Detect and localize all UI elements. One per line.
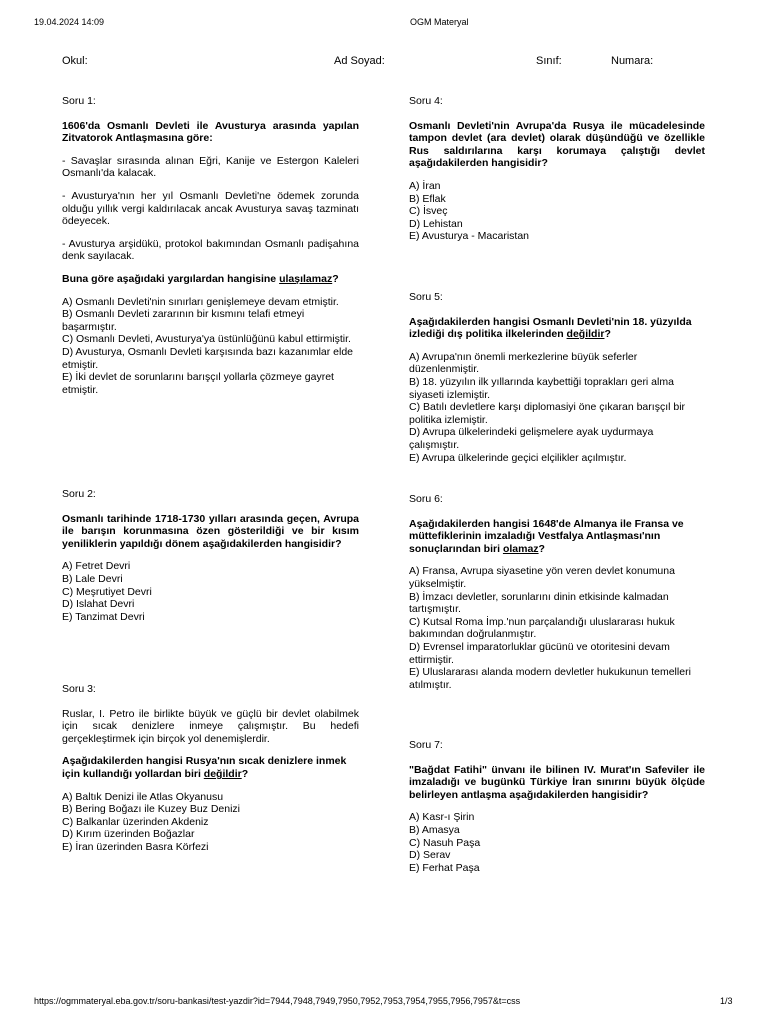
negative-keyword: ulaşılamaz xyxy=(279,272,333,285)
option-a[interactable]: A) Baltık Denizi ile Atlas Okyanusu xyxy=(62,790,224,803)
print-datetime: 19.04.2024 14:09 xyxy=(34,17,105,27)
question-number: Soru 5: xyxy=(409,291,443,303)
class-label: Sınıf: xyxy=(536,55,562,67)
question-3 xyxy=(62,683,359,854)
option-d[interactable]: D) Avusturya, Osmanlı Devleti karşısında bazı kazanımlar elde etmiştir. xyxy=(62,345,354,371)
info-item: - Avusturya'nın her yıl Osmanlı Devleti'ne ödemek zorunda olduğu yıllık vergi kaldırılacak ancak Avusturya savaş tazminatı ödeyecek. xyxy=(62,189,359,228)
option-c[interactable]: C) İsveç xyxy=(409,205,448,218)
stem-text: Buna göre aşağıdaki yargılardan hangisine xyxy=(62,272,280,285)
page-number: 1/3 xyxy=(720,996,733,1006)
option-a[interactable]: A) Fransa, Avrupa siyasetine yön veren devlet konumuna yükselmiştir. xyxy=(409,565,675,590)
option-a[interactable]: A) Kasr-ı Şirin xyxy=(409,811,475,824)
question-number: Soru 2: xyxy=(62,488,96,500)
option-d[interactable]: D) Islahat Devri xyxy=(62,598,135,611)
option-b[interactable]: B) Bering Boğazı ile Kuzey Buz Denizi xyxy=(62,803,241,816)
stem-text: Aşağıdakilerden hangisi 1648'de Almanya ile Fransa ve müttefiklerinin imzaladığı Vestfalya Antlaşması'nın sonuçlarından biri xyxy=(409,517,684,555)
question-5 xyxy=(409,291,705,464)
option-e[interactable]: E) İran üzerinden Basra Körfezi xyxy=(62,840,209,853)
negative-keyword: değildir xyxy=(203,767,242,780)
options-list xyxy=(62,296,359,397)
option-d[interactable]: D) Avrupa ülkelerindeki gelişmelere ayak uydurmaya çalışmıştır. xyxy=(409,426,654,451)
option-d[interactable]: D) Kırım üzerinden Boğazlar xyxy=(62,828,195,841)
question-stem: "Bağdat Fatihi" ünvanı ile bilinen IV. Murat'ın Safeviler ile imzaladığı ve bugünkü Türkiye İran sınırını büyük ölçüde belirleyen antlaşma aşağıdakilerden hangisidir? xyxy=(409,763,705,801)
options-list xyxy=(409,351,705,464)
stem-end: ? xyxy=(538,542,545,555)
name-label: Ad Soyad: xyxy=(334,55,385,67)
options-list xyxy=(409,180,705,243)
question-number: Soru 6: xyxy=(409,493,443,505)
stem-end: ? xyxy=(604,328,611,341)
negative-keyword: değildir xyxy=(566,328,605,341)
option-d[interactable]: D) Lehistan xyxy=(409,217,463,230)
question-6 xyxy=(409,493,705,691)
question-number: Soru 3: xyxy=(62,683,96,695)
stem-end: ? xyxy=(241,767,249,780)
options-list xyxy=(62,560,359,623)
option-a[interactable]: A) Avrupa'nın önemli merkezlerine büyük seferler düzenlenmiştir. xyxy=(409,350,638,376)
question-stem xyxy=(409,316,705,341)
question-stem xyxy=(409,518,705,556)
page-url: https://ogmmateryal.eba.gov.tr/soru-bankasi/test-yazdir?id=7944,7948,7949,7950,7952,7953,7954,7955,7956,7957&t=css xyxy=(34,996,521,1006)
option-b[interactable]: B) Osmanlı Devleti zararının bir kısmını telafi etmeyi başarmıştır. xyxy=(62,308,305,333)
option-b[interactable]: B) Amasya xyxy=(409,823,460,836)
info-item: - Savaşlar sırasında alınan Eğri, Kanije ve Estergon Kaleleri Osmanlı'da kalacak. xyxy=(62,154,359,180)
option-b[interactable]: B) 18. yüzyılın ilk yıllarında kaybettiği toprakları geri alma siyaseti izlemiştir. xyxy=(409,375,674,401)
school-label: Okul: xyxy=(62,55,88,67)
option-e[interactable]: E) Avrupa ülkelerinde geçici elçilikler açılmıştır. xyxy=(409,451,627,464)
option-c[interactable]: C) Kutsal Roma İmp.'nun parçalandığı uluslararası hukuk bakımından doğrulanmıştır. xyxy=(409,615,675,641)
negative-keyword: olamaz xyxy=(502,542,539,555)
info-item: - Avusturya arşidükü, protokol bakımından Osmanlı padişahına denk sayılacak. xyxy=(62,237,359,263)
stem-text: Aşağıdakilerden hangisi Osmanlı Devleti'nin 18. yüzyılda izlediği dış politika ilkelerinden xyxy=(409,315,692,341)
stem-end: ? xyxy=(332,272,339,285)
options-list xyxy=(62,791,359,854)
options-list xyxy=(409,811,705,874)
option-e[interactable]: E) Uluslararası alanda modern devletler hukukunun temelleri atılmıştır. xyxy=(409,666,691,691)
question-stem xyxy=(62,273,359,286)
question-1 xyxy=(62,95,359,396)
option-e[interactable]: E) Avusturya - Macaristan xyxy=(409,230,530,243)
option-c[interactable]: C) Nasuh Paşa xyxy=(409,836,481,849)
option-c[interactable]: C) Meşrutiyet Devri xyxy=(62,585,152,598)
number-label: Numara: xyxy=(611,55,654,67)
option-a[interactable]: A) İran xyxy=(409,179,441,192)
option-e[interactable]: E) İki devlet de sorunlarını barışçıl yollarla çözmeye gayret etmiştir. xyxy=(62,371,334,396)
option-d[interactable]: D) Serav xyxy=(409,849,451,862)
option-b[interactable]: B) Eflak xyxy=(409,192,446,205)
question-number: Soru 1: xyxy=(62,95,96,107)
question-stem: Osmanlı tarihinde 1718-1730 yılları arasında geçen, Avrupa ile barışın korunmasına özen gösterildiği ve bir kısım yeniliklerin yapıldığı dönem aşağıdakilerden hangisidir? xyxy=(62,512,359,550)
option-d[interactable]: D) Evrensel imparatorluklar gücünü ve otoritesini devam ettirmiştir. xyxy=(409,640,670,666)
option-e[interactable]: E) Tanzimat Devri xyxy=(62,610,145,623)
option-c[interactable]: C) Osmanlı Devleti, Avusturya'ya üstünlüğünü kabul ettirmiştir. xyxy=(62,333,351,346)
site-title: OGM Materyal xyxy=(410,17,469,27)
option-c[interactable]: C) Batılı devletlere karşı diplomasiyi öne çıkaran barışçıl bir politika izlemiştir. xyxy=(409,401,686,426)
question-2 xyxy=(62,488,359,623)
question-number: Soru 7: xyxy=(409,739,443,751)
question-intro: 1606'da Osmanlı Devleti ile Avusturya arasında yapılan Zitvatorok Antlaşmasına göre: xyxy=(62,119,359,145)
question-7 xyxy=(409,739,705,874)
stem-text: Aşağıdakilerden hangisi Rusya'nın sıcak denizlere inmek için kullandığı yollardan biri xyxy=(62,755,347,780)
question-intro: Ruslar, I. Petro ile birlikte büyük ve güçlü bir devlet olabilmek için sıcak denizlere inmeye çalışmıştır. Bu hedefi gerçekleştirmek için birçok yol denemişlerdir. xyxy=(62,707,359,745)
option-b[interactable]: B) Lale Devri xyxy=(62,572,123,585)
question-stem xyxy=(62,755,359,780)
option-e[interactable]: E) Ferhat Paşa xyxy=(409,861,480,874)
options-list xyxy=(409,565,705,691)
option-b[interactable]: B) İmzacı devletler, sorunlarını dinin etkisinde kalmadan tartışmıştır. xyxy=(409,590,669,616)
question-stem: Osmanlı Devleti'nin Avrupa'da Rusya ile mücadelesinde tampon devlet (ara devlet) olarak düşündüğü ve özellikle Rus saldırılarına karşı korumaya çalıştığı devlet aşağıdakilerden hangisidir? xyxy=(409,119,705,170)
question-number: Soru 4: xyxy=(409,95,443,107)
question-4 xyxy=(409,95,705,243)
option-c[interactable]: C) Balkanlar üzerinden Akdeniz xyxy=(62,815,209,828)
option-a[interactable]: A) Fetret Devri xyxy=(62,560,131,573)
option-a[interactable]: A) Osmanlı Devleti'nin sınırları genişlemeye devam etmiştir. xyxy=(62,295,339,308)
